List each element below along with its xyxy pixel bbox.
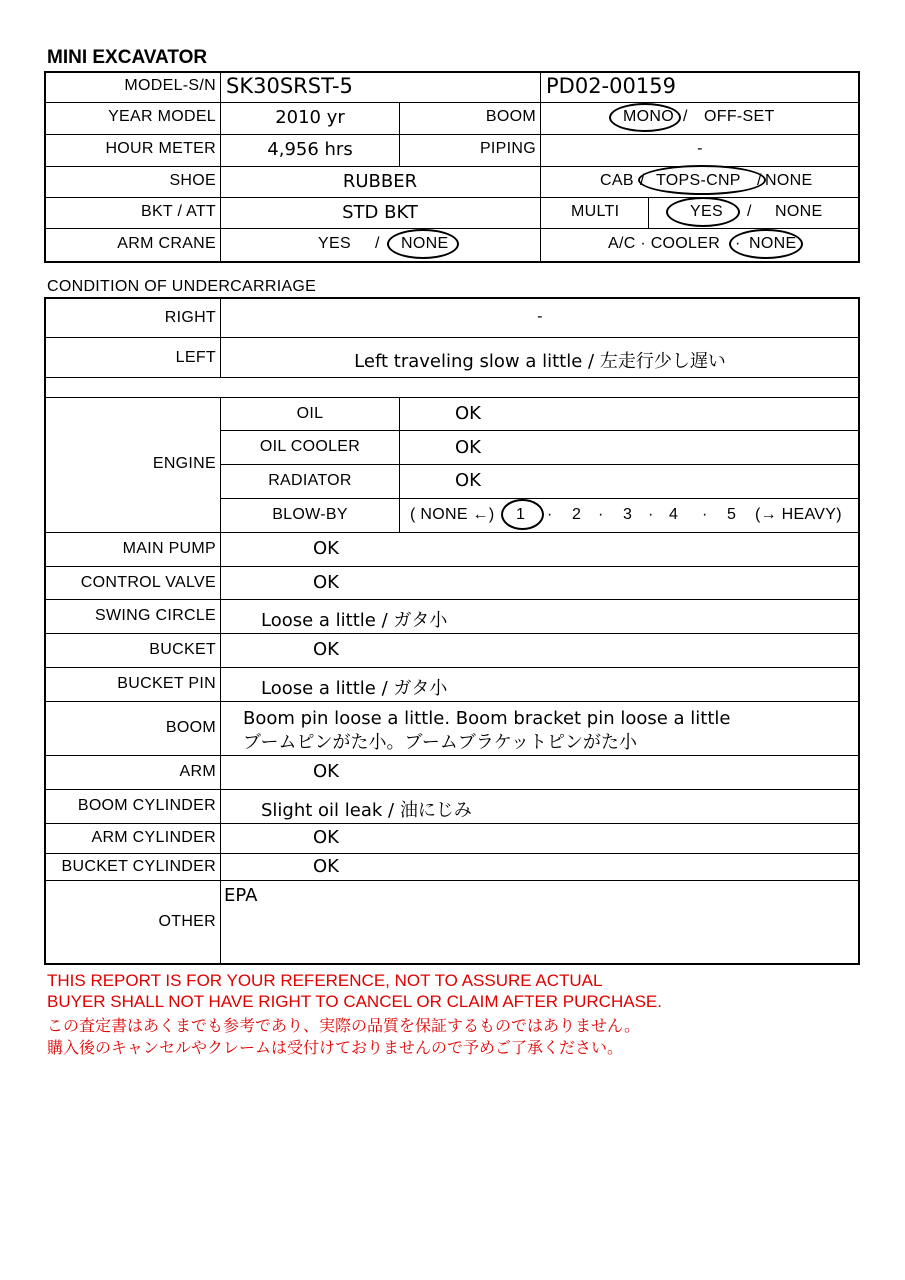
other-label: OTHER bbox=[158, 913, 216, 930]
bucket-pin-label: BUCKET PIN bbox=[117, 675, 216, 692]
blow-by-label: BLOW-BY bbox=[272, 506, 348, 523]
piping-label: PIPING bbox=[479, 140, 536, 157]
boom-separator: / bbox=[683, 108, 688, 125]
cab-none-option: NONE bbox=[765, 172, 813, 189]
undercarriage-left-value: Left traveling slow a little / 左走行少し遅い bbox=[354, 351, 726, 372]
engine-label: ENGINE bbox=[152, 455, 216, 472]
undercarriage-left-label: LEFT bbox=[175, 349, 216, 366]
bucket-value: OK bbox=[313, 639, 339, 660]
arm-label: ARM bbox=[179, 763, 216, 780]
boom-cylinder-label: BOOM CYLINDER bbox=[77, 797, 216, 814]
selection-circle bbox=[638, 165, 766, 195]
arm-crane-none-option: NONE bbox=[401, 235, 449, 252]
bkt-att-label: BKT / ATT bbox=[140, 203, 216, 220]
model-value: SK30SRST-5 bbox=[226, 74, 353, 98]
blow-by-dot: · bbox=[598, 506, 604, 523]
undercarriage-right-label: RIGHT bbox=[164, 309, 216, 326]
radiator-value: OK bbox=[455, 470, 481, 491]
blow-by-scale-start: ( NONE ←) bbox=[410, 506, 495, 523]
radiator-label: RADIATOR bbox=[268, 472, 352, 489]
boom-type-label: BOOM bbox=[485, 108, 536, 125]
undercarriage-heading: CONDITION OF UNDERCARRIAGE bbox=[47, 278, 317, 295]
selection-circle bbox=[501, 499, 544, 530]
blow-by-level-1: 1 bbox=[516, 506, 526, 523]
blow-by-level-3: 3 bbox=[623, 506, 633, 523]
selection-circle bbox=[387, 229, 459, 259]
cab-tops-option: TOPS-CNP bbox=[656, 172, 741, 189]
oil-cooler-label: OIL COOLER bbox=[259, 438, 361, 455]
arm-crane-separator: / bbox=[375, 235, 380, 252]
multi-yes-option: YES bbox=[690, 203, 723, 220]
cab-separator: / bbox=[640, 172, 645, 189]
main-pump-value: OK bbox=[313, 538, 339, 559]
boom-value-line2: ブームピンがた小。ブームブラケットピンがた小 bbox=[243, 732, 638, 753]
hours-value: 4,956 hrs bbox=[267, 139, 353, 160]
year-model-label: YEAR MODEL bbox=[108, 108, 216, 125]
boom-value-line1: Boom pin loose a little. Boom bracket pin loose a little bbox=[243, 708, 731, 729]
engine-oil-label: OIL bbox=[296, 405, 324, 422]
bucket-label: BUCKET bbox=[149, 641, 216, 658]
main-pump-label: MAIN PUMP bbox=[122, 540, 216, 557]
engine-oil-value: OK bbox=[455, 403, 481, 424]
disclaimer-line-3: この査定書はあくまでも参考であり、実際の品質を保証するものではありません。 bbox=[47, 1016, 640, 1035]
blow-by-level-2: 2 bbox=[572, 506, 582, 523]
control-valve-label: CONTROL VALVE bbox=[80, 574, 216, 591]
blow-by-level-5: 5 bbox=[727, 506, 737, 523]
boom-label: BOOM bbox=[165, 719, 216, 736]
blow-by-dot: · bbox=[702, 506, 708, 523]
bkt-value: STD BKT bbox=[342, 202, 418, 223]
shoe-value: RUBBER bbox=[342, 171, 418, 192]
boom-cylinder-value: Slight oil leak / 油にじみ bbox=[261, 800, 472, 821]
hour-meter-label: HOUR METER bbox=[105, 140, 216, 157]
arm-crane-yes-option: YES bbox=[318, 235, 351, 252]
boom-mono-option: MONO bbox=[623, 108, 674, 125]
ac-cooler-label: A/C · COOLER bbox=[608, 235, 721, 252]
boom-offset-option: OFF-SET bbox=[704, 108, 775, 125]
cab-label: CAB bbox=[600, 172, 634, 189]
piping-value: - bbox=[697, 140, 703, 157]
arm-cylinder-value: OK bbox=[313, 827, 339, 848]
arm-cylinder-label: ARM CYLINDER bbox=[91, 829, 216, 846]
bucket-cylinder-value: OK bbox=[313, 856, 339, 877]
multi-none-option: NONE bbox=[775, 203, 823, 220]
shoe-label: SHOE bbox=[169, 172, 216, 189]
blow-by-scale-end: (→ HEAVY) bbox=[755, 506, 842, 523]
selection-circle bbox=[666, 197, 740, 227]
ac-none-option: NONE bbox=[749, 235, 797, 252]
selection-circle bbox=[609, 103, 681, 132]
page-title: MINI EXCAVATOR bbox=[47, 47, 208, 68]
serial-value: PD02-00159 bbox=[546, 74, 676, 98]
oil-cooler-value: OK bbox=[455, 437, 481, 458]
year-value: 2010 yr bbox=[275, 107, 345, 128]
ac-separator: · bbox=[735, 235, 741, 252]
blow-by-level-4: 4 bbox=[669, 506, 679, 523]
disclaimer-line-1: THIS REPORT IS FOR YOUR REFERENCE, NOT TO ASSURE ACTUAL bbox=[47, 971, 603, 990]
arm-crane-label: ARM CRANE bbox=[117, 235, 216, 252]
undercarriage-right-value: - bbox=[537, 308, 543, 325]
blow-by-dot: · bbox=[648, 506, 654, 523]
swing-circle-value: Loose a little / ガタ小 bbox=[261, 610, 448, 631]
bucket-cylinder-label: BUCKET CYLINDER bbox=[61, 858, 216, 875]
control-valve-value: OK bbox=[313, 572, 339, 593]
arm-value: OK bbox=[313, 761, 339, 782]
other-value: EPA bbox=[224, 885, 258, 906]
disclaimer-line-4: 購入後のキャンセルやクレームは受付けておりませんので予めご了承ください。 bbox=[47, 1038, 624, 1057]
cab-separator: / bbox=[757, 172, 762, 189]
multi-label: MULTI bbox=[571, 203, 620, 220]
blow-by-dot: · bbox=[547, 506, 553, 523]
multi-separator: / bbox=[747, 203, 752, 220]
bucket-pin-value: Loose a little / ガタ小 bbox=[261, 678, 448, 699]
selection-circle bbox=[729, 229, 803, 259]
swing-circle-label: SWING CIRCLE bbox=[95, 607, 216, 624]
model-sn-label: MODEL-S/N bbox=[124, 77, 216, 94]
disclaimer-line-2: BUYER SHALL NOT HAVE RIGHT TO CANCEL OR CLAIM AFTER PURCHASE. bbox=[47, 992, 662, 1011]
